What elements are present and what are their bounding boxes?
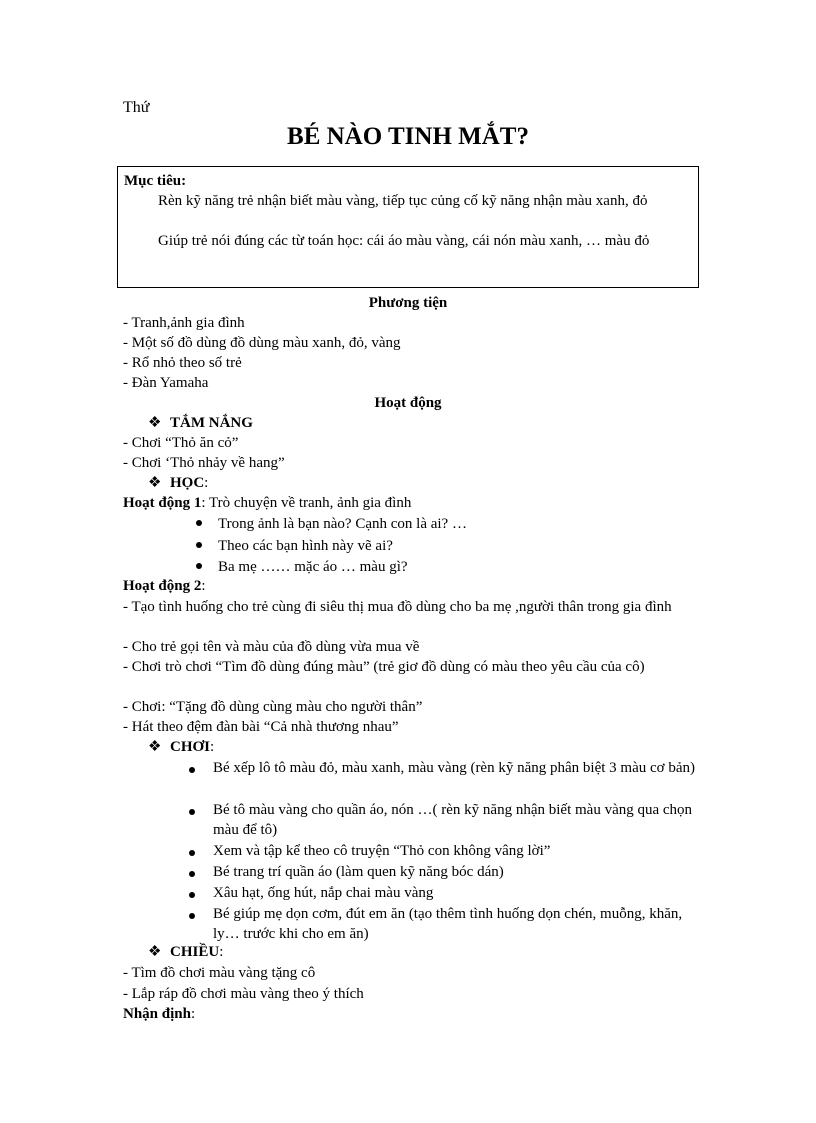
section-title: HỌC [170, 475, 205, 491]
section-suffix: : [204, 475, 209, 491]
bullet-text: Trong ảnh là bạn nào? Cạnh con là ai? … [218, 516, 467, 532]
activity-2-item: - Tạo tình huống cho trẻ cùng đi siêu thị mua đồ dùng cho ba mẹ ,người thân trong gia đình [123, 599, 672, 615]
activity-1-bullet [196, 536, 393, 556]
activity-1-text: : Trò chuyện về tranh, ảnh gia đình [201, 495, 412, 511]
play-bullet [189, 883, 699, 903]
activity-1-bullet [196, 514, 467, 534]
objectives-box [117, 166, 699, 288]
materials-item: - Đàn Yamaha [123, 375, 209, 391]
activity-1-label: Hoạt động 1 [123, 495, 202, 511]
section-afternoon [148, 942, 223, 962]
bullet-dot-icon [189, 892, 195, 898]
bullet-dot-icon [189, 850, 195, 856]
activity-2-item: - Chơi trò chơi “Tìm đồ dùng đúng màu” (trẻ giơ đồ dùng có màu theo yêu cầu của cô) [123, 659, 645, 675]
bullet-dot-icon [196, 563, 202, 569]
assessment-line [123, 1004, 195, 1024]
assessment-suffix: : [190, 1006, 196, 1022]
section-suffix: : [210, 739, 215, 755]
objectives-label: Mục tiêu: [124, 173, 187, 189]
bathing-item: - Chơi ‘Thỏ nhảy về hang” [123, 455, 285, 471]
materials-item: - Một số đồ dùng đồ dùng màu xanh, đỏ, vàng [123, 335, 401, 351]
bathing-item: - Chơi “Thỏ ăn cỏ” [123, 435, 239, 451]
play-bullet [189, 758, 699, 778]
bullet-text: Bé tô màu vàng cho quần áo, nón …( rèn kỹ năng nhận biết màu vàng qua chọn màu để tô) [213, 802, 693, 838]
bullet-dot-icon [189, 809, 195, 815]
diamond-bullet-icon: ❖ [148, 475, 162, 491]
page-title: BÉ NÀO TINH MẮT? [287, 123, 529, 150]
bullet-dot-icon [189, 767, 195, 773]
section-learning [148, 473, 208, 493]
afternoon-item: - Lắp ráp đồ chơi màu vàng theo ý thích [123, 986, 364, 1002]
section-title: CHIỀU [170, 944, 220, 960]
section-bathing [148, 413, 253, 433]
activity-2-item: - Hát theo đệm đàn bài “Cả nhà thương nhau” [123, 719, 399, 735]
bullet-text: Bé trang trí quần áo (làm quen kỹ năng bóc dán) [213, 864, 504, 880]
activity-2-line [123, 576, 206, 596]
activity-1-bullet [196, 557, 408, 577]
section-title: CHƠI [170, 739, 211, 755]
play-bullet [189, 841, 699, 861]
diamond-bullet-icon: ❖ [148, 944, 162, 960]
activity-2-item: - Cho trẻ gọi tên và màu của đồ dùng vừa mua về [123, 639, 420, 655]
bullet-text: Xâu hạt, ống hút, nắp chai màu vàng [213, 885, 434, 901]
afternoon-item: - Tìm đồ chơi màu vàng tặng cô [123, 965, 316, 981]
play-bullet [189, 904, 699, 944]
bullet-text: Xem và tập kể theo cô truyện “Thỏ con không vâng lời” [213, 843, 551, 859]
bullet-dot-icon [189, 871, 195, 877]
diamond-bullet-icon: ❖ [148, 415, 162, 431]
bullet-text: Bé xếp lô tô màu đỏ, màu xanh, màu vàng (rèn kỹ năng phân biệt 3 màu cơ bản) [213, 760, 695, 776]
bullet-text: Ba mẹ …… mặc áo … màu gì? [218, 559, 408, 575]
activity-2-item: - Chơi: “Tặng đồ dùng cùng màu cho người thân” [123, 699, 423, 715]
diamond-bullet-icon: ❖ [148, 739, 162, 755]
bullet-dot-icon [196, 520, 202, 526]
assessment-label: Nhận định [123, 1006, 191, 1022]
play-bullet [189, 862, 699, 882]
activity-1-line [123, 493, 411, 513]
materials-heading: Phương tiện [368, 295, 448, 311]
materials-item: - Tranh,ảnh gia đình [123, 315, 245, 331]
activities-heading: Hoạt động [374, 395, 442, 411]
section-play [148, 737, 214, 757]
activity-2-suffix: : [201, 578, 206, 594]
play-bullet [189, 800, 699, 840]
bullet-text: Bé giúp mẹ dọn cơm, đút em ăn (tạo thêm tình huống dọn chén, muỗng, khăn, ly… trước khi cho em ăn) [213, 906, 683, 942]
activity-2-label: Hoạt động 2 [123, 578, 202, 594]
bullet-dot-icon [196, 542, 202, 548]
materials-item: - Rổ nhỏ theo số trẻ [123, 355, 242, 371]
objective-item: Rèn kỹ năng trẻ nhận biết màu vàng, tiếp tục củng cố kỹ năng nhận màu xanh, đỏ [158, 193, 648, 209]
bullet-dot-icon [189, 913, 195, 919]
bullet-text: Theo các bạn hình này vẽ ai? [218, 538, 393, 554]
objective-item: Giúp trẻ nói đúng các từ toán học: cái áo màu vàng, cái nón màu xanh, … màu đỏ [158, 233, 650, 249]
day-label: Thứ [123, 99, 150, 116]
section-title: TẮM NẮNG [170, 415, 253, 431]
section-suffix: : [219, 944, 224, 960]
